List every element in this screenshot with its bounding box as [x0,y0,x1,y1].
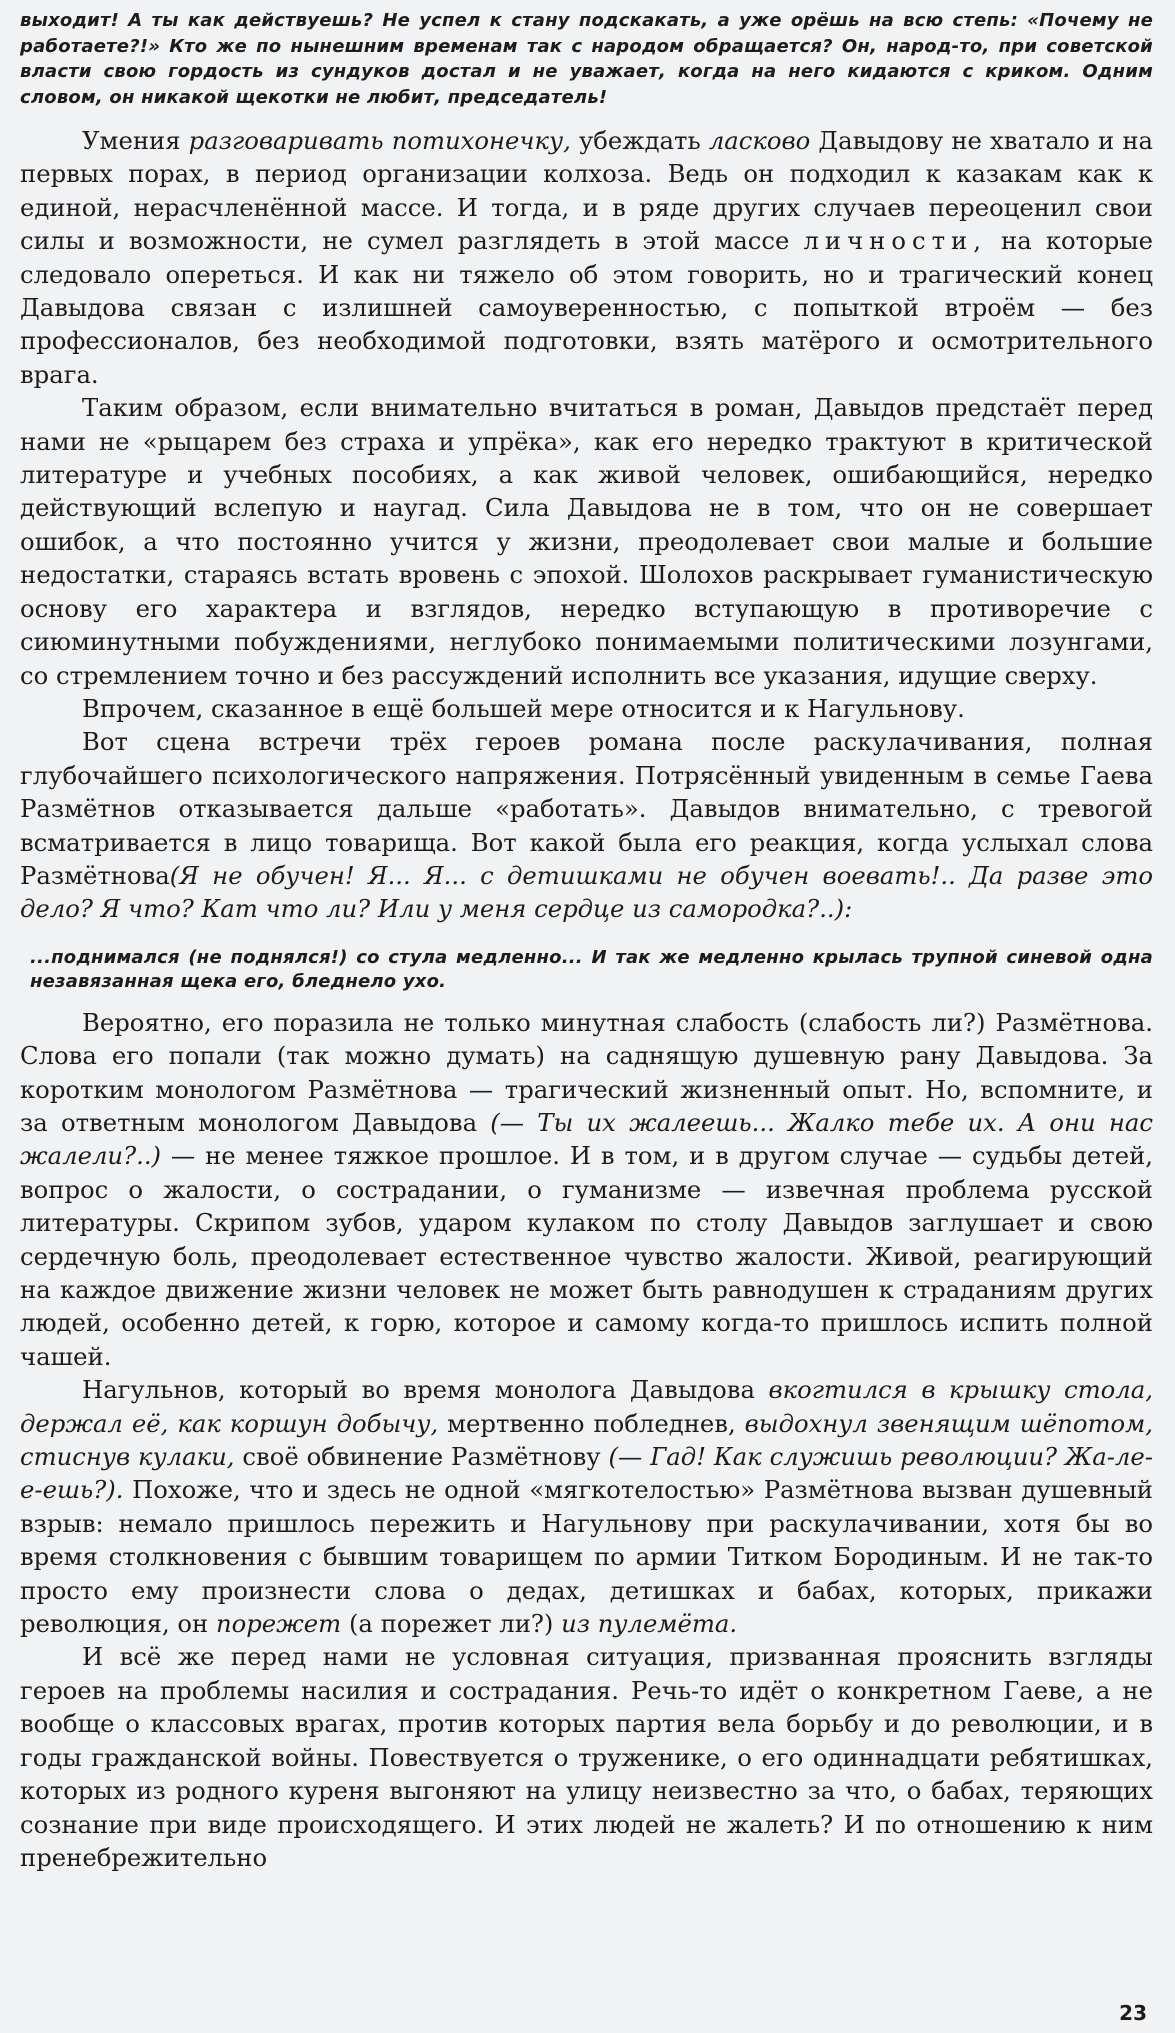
paragraph-5: Вероятно, его поразила не только минутная слабость (слабость ли?) Размётнова. Слова его попали (так можно думать) на саднящую душевную рану Давыдова. За коротким монологом Размётнова — трагический жизненный опыт. Но, вспомните, и за ответным монологом Давыдова (— Ты их жалеешь... Жалко тебе их. А они нас жалели?..) — не менее тяжкое прошлое. И в том, и в другом случае — судьбы детей, вопрос о жалости, о сострадании, о гуманизме — извечная проблема русской литературы. Скрипом зубов, ударом кулаком по столу Давыдов заглушает и свою сердечную боль, преодолевает естественное чувство жалости. Живой, реагирующий на каждое движение жизни человек не может быть равнодушен к страданиям других людей, особенно детей, к горю, которое и самому когда-то пришлось испить полной чашей. [20,1007,1154,1371]
page-number: 23 [1119,2001,1147,2025]
quote-middle: ...поднимался (не поднялся!) со стула медленно... И так же медленно крылась трупной синевой одна незавязанная щека его, бледнело ухо. [30,946,1153,992]
paragraph-3: Впрочем, сказанное в ещё большей мере относится и к Нагульнову. [82,693,965,723]
paragraph-7: И всё же перед нами не условная ситуация, призванная прояснить взгляды героев на проблемы насилия и сострадания. Речь-то идёт о конкретном Гаеве, а не вообще о классовых врагах, против которых партия вела борьбу и до революции, и в годы гражданской войны. Повествуется о труженике, о его одиннадцати ребятишках, которых из родного куреня выгоняют на улицу неизвестно за что, о бабах, теряющих сознание при виде происходящего. И этих людей не жалеть? И по отношению к ним пренебрежительно [20,1642,1153,1872]
paragraph-4: Вот сцена встречи трёх героев романа после раскулачивания, полная глубочайшего психологического напряжения. Потрясённый увиденным в семье Гаева Размётнов отказывается дальше «работать». Давыдов внимательно, с тревогой всматривается в лицо товарища. Вот какой была его реакция, когда услыхал слова Размётнова(Я не обучен! Я... Я... с детишками не обучен воевать!.. Да разве это дело? Я что? Кат что ли? Или у меня сердце из самородка?..): [20,727,1153,924]
paragraph-6: Нагульнов, который во время монолога Давыдова вкогтился в крышку стола, держал её, как коршун добычу, мертвенно побледнев, выдохнул звенящим шёпотом, стиснув кулаки, своё обвинение Размётнову (— Гад! Как служишь революции? Жа-ле-е-ешь?). Похоже, что и здесь не одной «мягкотелостью» Размётнова вызван душевный взрыв: немало пришлось пережить и Нагульнову при раскулачивании, хотя бы во время столкновения с бывшим товарищем по армии Титком Бородиным. И не так-то просто ему произнести слова о дедах, детишках и бабах, которых, прикажи революция, он порежет (а порежет ли?) из пулемёта. [20,1375,1153,1639]
quote-top: выходит! А ты как действуешь? Не успел к стану подскакать, а уже орёшь на всю степь: «Почему не работаете?!» Кто же по нынешним временам так с народом обращается? Он, народ-то, при советской власти свою гордость из сундуков достал и не уважает, когда на него кидаются с криком. Одним словом, он никакой щекотки не любит, председатель! [20,10,1153,108]
paragraph-2: Таким образом, если внимательно вчитаться в роман, Давыдов предстаёт перед нами не «рыцарем без страха и упрёка», как его нередко трактуют в критической литературе и учебных пособиях, а как живой человек, ошибающийся, нередко действующий вслепую и наугад. Сила Давыдова не в том, что он не совершает ошибок, а что постоянно учится у жизни, преодолевает свои малые и большие недостатки, стараясь встать вровень с эпохой. Шолохов раскрывает гуманистическую основу его характера и взглядов, нередко вступающую в противоречие с сиюминутными побуждениями, неглубоко понимаемыми политическими лозунгами, со стремлением точно и без рассуждений исполнить все указания, идущие сверху. [20,393,1153,690]
paragraph-1: Умения разговаривать потихонечку, убеждать ласково Давыдову не хватало и на первых порах, в период организации колхоза. Ведь он подходил к казакам как к единой, нерасчленённой массе. И тогда, и в ряде других случаев переоценил свои силы и возможности, не сумел разглядеть в этой массе личности, на которые следовало опереться. И как ни тяжело об этом говорить, но и трагический конец Давыдова связан с излишней самоуверенностью, с попыткой втроём — без профессионалов, без необходимой подготовки, взять матёрого и осмотрительного врага. [20,126,1153,389]
